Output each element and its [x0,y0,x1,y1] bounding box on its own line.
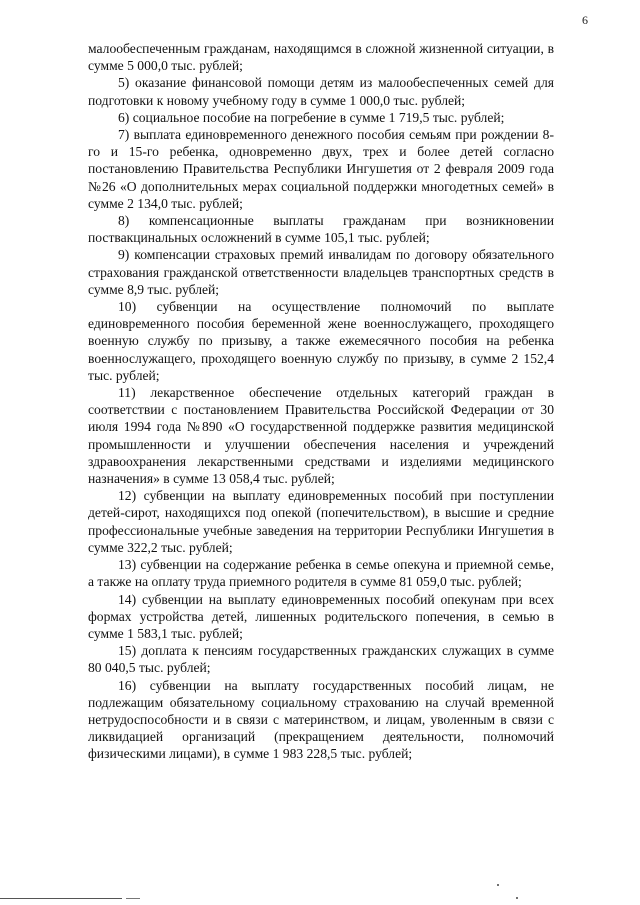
footer-rule-dash [126,898,140,899]
page-number: 6 [582,13,588,27]
paragraph-item-10: 10) субвенции на осуществление полномочий по выплате единовременного пособия беременной жене военнослужащего, проходящего военную службу по призыву, а также ежемесячного пособия на ребенка военнослужащего, проходящего военную службу по призыву, в сумме 2 152,4 тыс. рублей; [88,299,554,383]
document-body [88,40,554,763]
paragraph-item-5: 5) оказание финансовой помощи детям из малообеспеченных семей для подготовки к новому учебному году в сумме 1 000,0 тыс. рублей; [88,75,554,108]
paragraph-item-13: 13) субвенции на содержание ребенка в семье опекуна и приемной семье, а также на оплату труда приемного родителя в сумме 81 059,0 тыс. рублей; [88,557,554,590]
paragraph-item-6: 6) социальное пособие на погребение в сумме 1 719,5 тыс. рублей; [118,109,505,125]
paragraph-item-7: 7) выплата единовременного денежного пособия семьям при рождении 8-го и 15-го ребенка, одновременно двух, трех и более детей согласно постановлению Правительства Республики Ингушетия от 2 февраля 2009 года №26 «О дополнительных мерах социальной поддержки многодетных семей» в сумме 2 134,0 тыс. рублей; [88,127,554,211]
paragraph-item-11: 11) лекарственное обеспечение отдельных категорий граждан в соответствии с постановлением Правительства Российской Федерации от 30 июля 1994 года №890 «О государственной поддержке развития медицинской промышленности и улучшении обеспечения населения и учреждений здравоохранения лекарственными средствами и изделиями медицинского назначения» в сумме 13 058,4 тыс. рублей; [88,385,554,487]
scan-speck [516,897,518,899]
paragraph-item-12: 12) субвенции на выплату единовременных пособий при поступлении детей-сирот, находящихся под опекой (попечительством), в высшие и средние профессиональные учебные заведения на территории Республики Ингушетия в сумме 322,2 тыс. рублей; [88,488,554,555]
scan-speck [497,884,499,886]
paragraph-item-14: 14) субвенции на выплату единовременных пособий опекунам при всех формах устройства детей, лишенных родительского попечения, в семью в сумме 1 583,1 тыс. рублей; [88,591,554,641]
paragraph-item-9: 9) компенсации страховых премий инвалидам по договору обязательного страхования гражданской ответственности владельцев транспортных средств в сумме 8,9 тыс. рублей; [88,247,554,297]
paragraph-item-16: 16) субвенции на выплату государственных пособий лицам, не подлежащим обязательному социальному страхованию на случай временной нетрудоспособности и в связи с материнством, и лицам, уволенным в связи с ликвидацией организаций (прекращением деятельности, полномочий физическими лицами), в сумме 1 983 228,5 тыс. рублей; [88,677,554,762]
footer-rule [0,898,122,899]
paragraph-continuation: малообеспеченным гражданам, находящимся в сложной жизненной ситуации, в сумме 5 000,0 тыс. рублей; [88,41,554,74]
paragraph-item-8: 8) компенсационные выплаты гражданам при возникновении поствакцинальных осложнений в сумме 105,1 тыс. рублей; [88,213,554,246]
paragraph-item-15: 15) доплата к пенсиям государственных гражданских служащих в сумме 80 040,5 тыс. рублей; [88,643,554,676]
